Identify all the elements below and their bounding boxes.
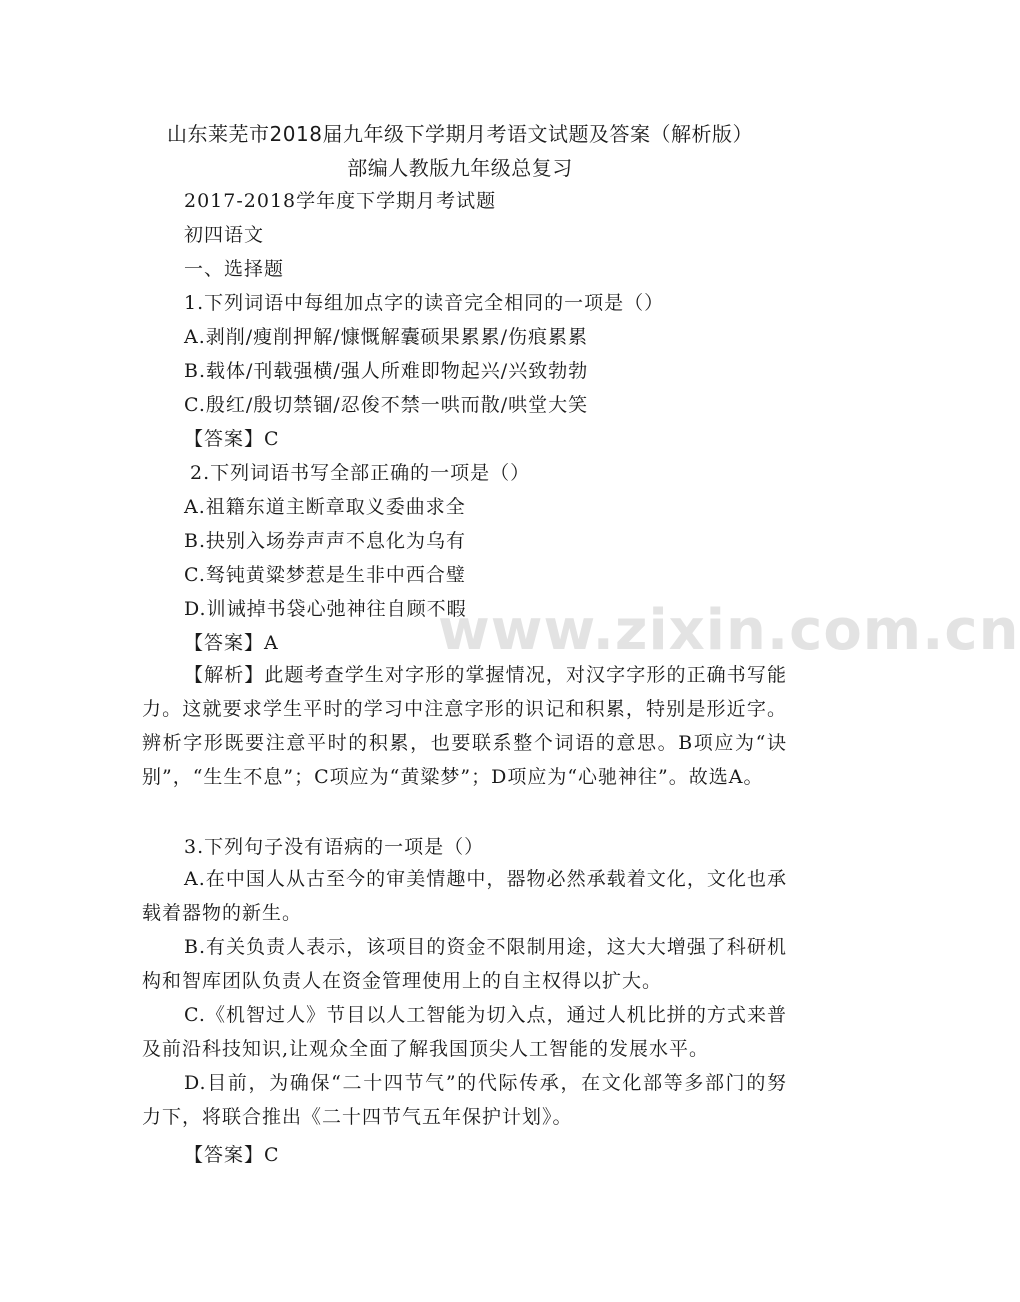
- exam-year: 2017-2018学年度下学期月考试题: [184, 190, 497, 212]
- section-heading: 一、选择题: [184, 258, 285, 280]
- document-title: 山东莱芜市2018届九年级下学期月考语文试题及答案（解析版）: [167, 122, 753, 146]
- question-3-option-b: B.有关负责人表示，该项目的资金不限制用途，这大大增强了科研机构和智库团队负责人在资金管理使用上的自主权得以扩大。: [142, 936, 787, 992]
- question-1-answer: 【答案】C: [184, 428, 280, 450]
- question-3-option-a: A.在中国人从古至今的审美情趣中，器物必然承载着文化，文化也承载着器物的新生。: [142, 868, 787, 924]
- question-2-option-b: B.抉别入场券声声不息化为乌有: [184, 530, 467, 552]
- question-3: 3.下列句子没有语病的一项是（）: [184, 836, 485, 858]
- question-2-option-c: C.驽钝黄粱梦惹是生非中西合璧: [184, 564, 466, 586]
- question-2-answer: 【答案】A: [184, 632, 279, 654]
- exam-grade: 初四语文: [184, 224, 265, 246]
- question-2: 2.下列词语书写全部正确的一项是（）: [190, 462, 531, 484]
- question-1: 1.下列词语中每组加点字的读音完全相同的一项是（）: [184, 292, 665, 314]
- question-2-option-a: A.祖籍东道主断章取义委曲求全: [184, 496, 466, 518]
- question-1-option-b: B.载体/刊载强横/强人所难即物起兴/兴致勃勃: [184, 360, 589, 382]
- question-3-option-d: D.目前，为确保“二十四节气”的代际传承，在文化部等多部门的努力下，将联合推出《二十四节气五年保护计划》。: [142, 1072, 787, 1128]
- question-3-answer: 【答案】C: [184, 1144, 280, 1166]
- question-1-option-c: C.殷红/殷切禁锢/忍俊不禁一哄而散/哄堂大笑: [184, 394, 589, 416]
- question-2-option-d: D.训诫掉书袋心弛神往自顾不暇: [184, 598, 467, 620]
- question-3-option-c: C.《机智过人》节目以人工智能为切入点，通过人机比拼的方式来普及前沿科技知识,让观众全面了解我国顶尖人工智能的发展水平。: [142, 1004, 787, 1060]
- question-2-analysis: 【解析】此题考查学生对字形的掌握情况，对汉字字形的正确书写能力。这就要求学生平时的学习中注意字形的识记和积累，特别是形近字。辨析字形既要注意平时的积累，也要联系整个词语的意思。B项应为“诀别”，“生生不息”；C项应为“黄粱梦”；D项应为“心驰神往”。故选A。: [142, 664, 787, 788]
- document-subtitle: 部编人教版九年级总复习: [347, 156, 573, 180]
- question-1-option-a: A.剥削/瘦削押解/慷慨解囊硕果累累/伤痕累累: [184, 326, 588, 348]
- watermark: www.zixin.com.cn: [438, 598, 1020, 663]
